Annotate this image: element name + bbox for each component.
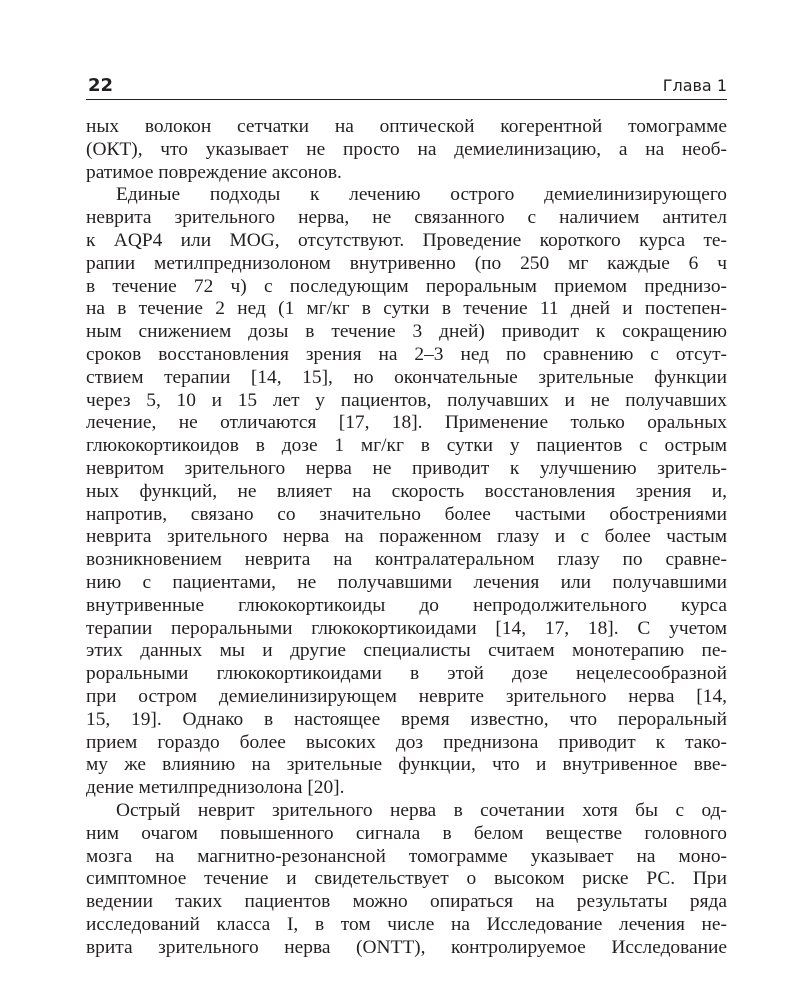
text-line: ствием терапии [14, 15], но окончательные зрительные функции xyxy=(86,366,727,388)
text-line: врита зрительного нерва (ONTT), контролируемое Исследование xyxy=(86,936,727,958)
text-line: на в течение 2 нед (1 мг/кг в сутки в течение 11 дней и постепен- xyxy=(86,298,727,320)
body-text xyxy=(86,116,727,959)
text-line: дение метилпреднизолона [20]. xyxy=(86,777,345,799)
text-line: исследований класса I, в том числе на Исследование лечения не- xyxy=(86,913,727,935)
text-line: ных волокон сетчатки на оптической когерентной томограмме xyxy=(86,116,727,137)
text-line: лечение, не отличаются [17, 18]. Применение только оральных xyxy=(86,412,727,434)
text-line: ных функций, не влияет на скорость восстановления зрения и, xyxy=(86,480,727,502)
text-line: му же влиянию на зрительные функции, что и внутривенное вве- xyxy=(86,754,727,776)
chapter-title: Глава 1 xyxy=(662,76,727,95)
paragraph xyxy=(86,184,727,800)
paragraph xyxy=(86,800,727,960)
text-line: при остром демиелинизирующем неврите зрительного нерва [14, xyxy=(86,685,727,707)
text-line: мозга на магнитно-резонансной томограмме указывает на моно- xyxy=(86,845,727,867)
text-line: возникновением неврита на контралатеральном глазу по сравне- xyxy=(86,549,727,571)
text-line: ведении таких пациентов можно опираться на результаты ряда xyxy=(86,891,727,913)
text-line: сроков восстановления зрения на 2–3 нед по сравнению с отсут- xyxy=(86,343,727,365)
text-line: 15, 19]. Однако в настоящее время известно, что пероральный xyxy=(86,708,727,730)
text-line: Острый неврит зрительного нерва в сочетании хотя бы с од- xyxy=(116,799,727,821)
paragraph xyxy=(86,116,727,184)
text-line: этих данных мы и другие специалисты считаем монотерапию пе- xyxy=(86,640,727,662)
text-line: рапии метилпреднизолоном внутривенно (по 250 мг каждые 6 ч xyxy=(86,252,727,274)
running-header xyxy=(86,73,727,100)
text-line: к AQP4 или MOG, отсутствуют. Проведение короткого курса те- xyxy=(86,229,727,251)
text-line: прием гораздо более высоких доз преднизона приводит к тако- xyxy=(86,731,727,753)
page-number: 22 xyxy=(88,75,114,96)
text-line: в течение 72 ч) с последующим пероральным приемом преднизо- xyxy=(86,275,727,297)
text-line: неврита зрительного нерва, не связанного с наличием антител xyxy=(86,207,727,229)
text-line: напротив, связано со значительно более частыми обострениями xyxy=(86,503,727,525)
text-line: через 5, 10 и 15 лет у пациентов, получавших и не получавших xyxy=(86,389,727,411)
text-line: ратимое повреждение аксонов. xyxy=(86,161,342,183)
text-line: Единые подходы к лечению острого демиелинизирующего xyxy=(116,184,727,206)
text-line: ним очагом повышенного сигнала в белом веществе головного xyxy=(86,822,727,844)
text-line: глюкокортикоидов в дозе 1 мг/кг в сутки у пациентов с острым xyxy=(86,435,727,457)
text-line: ным снижением дозы в течение 3 дней) приводит к сокращению xyxy=(86,321,727,343)
text-line: роральными глюкокортикоидами в этой дозе нецелесообразной xyxy=(86,663,727,685)
text-line: нию с пациентами, не получавшими лечения или получавшими xyxy=(86,571,727,593)
text-line: терапии пероральными глюкокортикоидами [14, 17, 18]. С учетом xyxy=(86,617,727,639)
text-line: неврита зрительного нерва на пораженном глазу и с более частым xyxy=(86,526,727,548)
text-line: внутривенные глюкокортикоиды до непродолжительного курса xyxy=(86,594,727,616)
text-line: (ОКТ), что указывает не просто на демиелинизацию, а на необ- xyxy=(86,138,727,160)
text-line: симптомное течение и свидетельствует о высоком риске РС. При xyxy=(86,868,727,890)
text-line: невритом зрительного нерва не приводит к улучшению зритель- xyxy=(86,457,727,479)
